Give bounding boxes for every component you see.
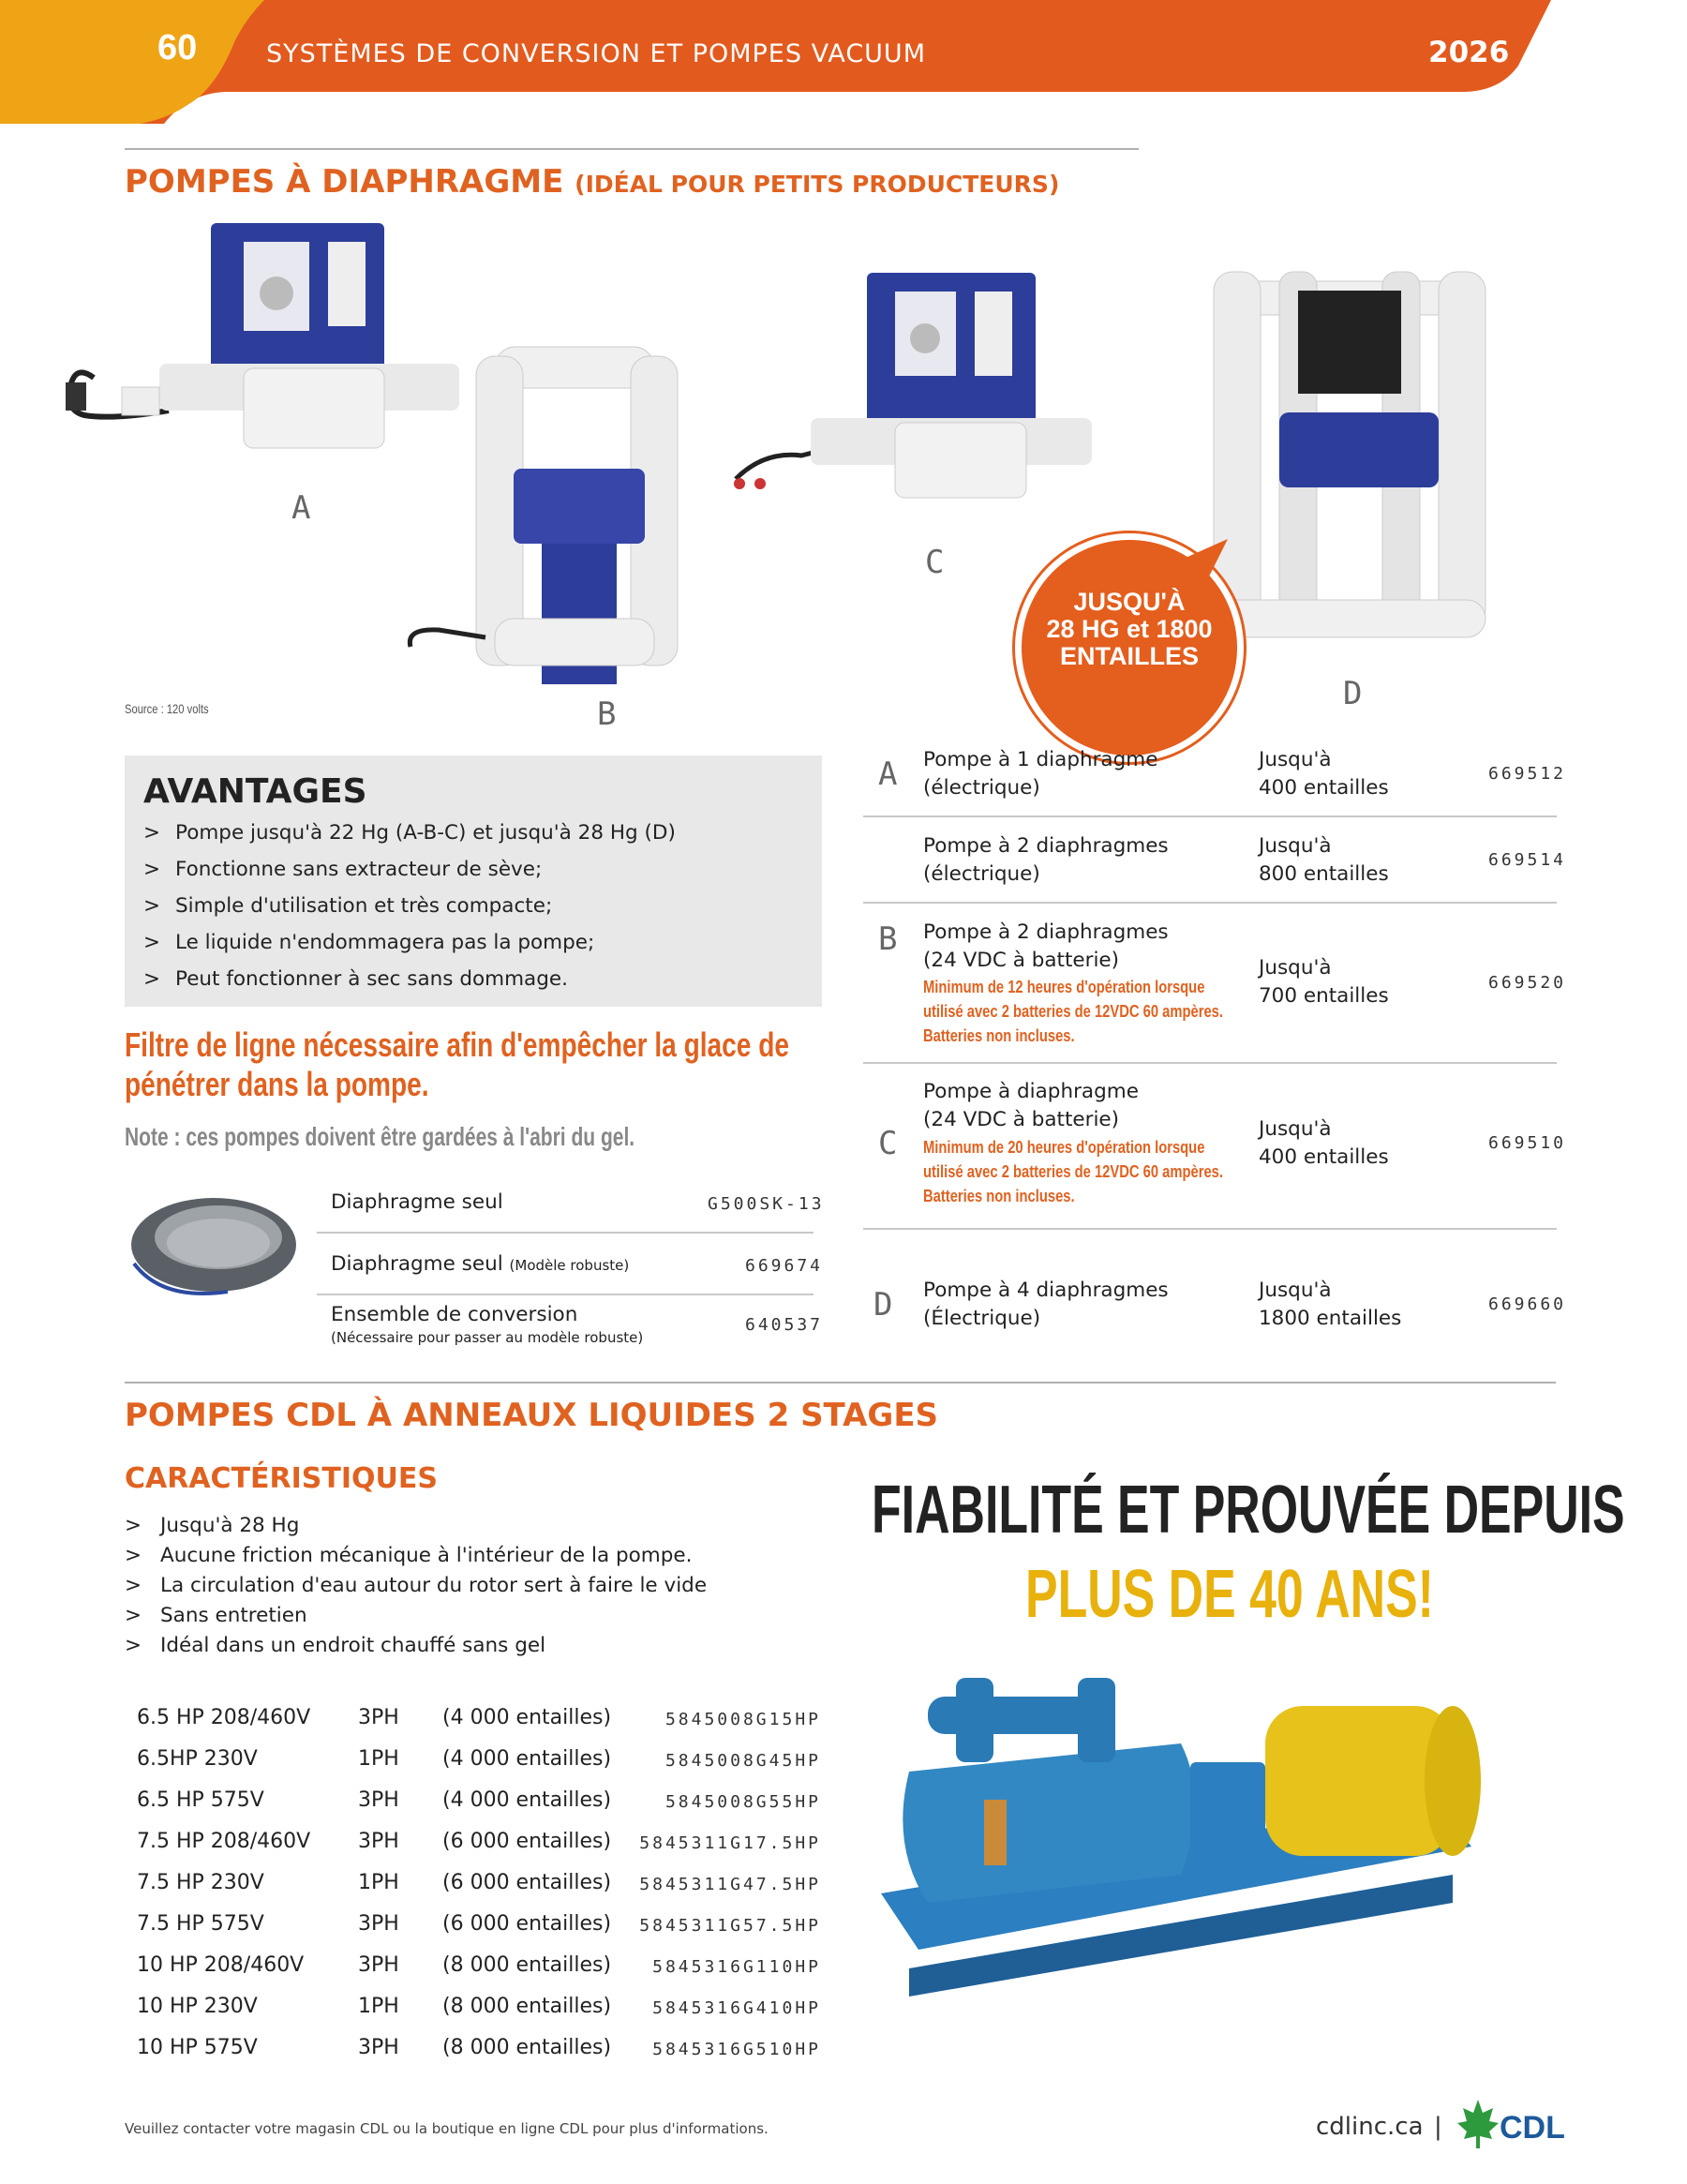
- part-name: Diaphragme seul (Modèle robuste): [331, 1252, 630, 1276]
- diaphragm-title: [125, 163, 1059, 201]
- feature-item: > Sans entretien: [125, 1604, 307, 1627]
- feature-item: > Jusqu'à 28 Hg: [125, 1514, 300, 1537]
- advantage-item: > Fonctionne sans extracteur de sève;: [143, 858, 543, 881]
- part-name: Diaphragme seul: [331, 1190, 503, 1214]
- table-row: 10 HP 208/460V 3PH (8 000 entailles) 5845316G110HP: [137, 1953, 821, 1977]
- table-row: 7.5 HP 230V 1PH (6 000 entailles) 5845311G47.5HP: [137, 1871, 821, 1894]
- table-row: 7.5 HP 575V 3PH (6 000 entailles) 5845311G57.5HP: [137, 1912, 821, 1936]
- diaphragm-title-main: POMPES À DIAPHRAGME: [125, 163, 564, 201]
- features-list: [125, 1511, 707, 1661]
- table-row: 10 HP 230V 1PH (8 000 entailles) 5845316G410HP: [137, 1995, 821, 2018]
- product-code: 669660: [1488, 1294, 1567, 1314]
- badge-tail: [1186, 539, 1232, 595]
- row-divider: [863, 902, 1557, 904]
- image-label-c: C: [925, 544, 945, 581]
- advantage-item: > Peut fonctionner à sec sans dommage.: [143, 967, 568, 991]
- filter-note-line-1: Filtre de ligne nécessaire afin d'empêcher la glace de: [125, 1025, 789, 1064]
- footer-contact: Veuillez contacter votre magasin CDL ou la boutique en ligne CDL pour plus d'informations.: [125, 2120, 769, 2137]
- product-capacity: Jusqu'à 700 entailles: [1259, 956, 1389, 1008]
- product-desc: Pompe à 2 diaphragmes (électrique): [923, 834, 1169, 886]
- part-name: Ensemble de conversion: [331, 1303, 578, 1326]
- advantage-item: > Simple d'utilisation et très compacte;: [143, 894, 553, 918]
- row-divider: [863, 1228, 1557, 1230]
- advantage-item: > Pompe jusqu'à 22 Hg (A-B-C) et jusqu'à 28 Hg (D): [143, 821, 676, 845]
- table-row: 6.5 HP 575V 3PH (4 000 entailles) 5845008G55HP: [137, 1788, 821, 1812]
- feature-item: > Idéal dans un endroit chauffé sans gel: [125, 1634, 546, 1657]
- product-desc: Pompe à 2 diaphragmes (24 VDC à batterie): [923, 920, 1169, 972]
- product-code: 669520: [1488, 973, 1567, 993]
- diaphragm-title-sub: (IDÉAL POUR PETITS PRODUCTEURS): [575, 171, 1060, 198]
- filter-note: [125, 1025, 789, 1104]
- image-label-a: A: [291, 489, 311, 527]
- product-code: 669514: [1488, 850, 1567, 870]
- pump-c-image: [726, 268, 1101, 521]
- product-capacity: Jusqu'à 800 entailles: [1259, 834, 1389, 886]
- product-note: Minimum de 20 heures d'opération lorsque utilisé avec 2 batteries de 12VDC 60 ampères. Batteries non incluses.: [923, 1138, 1223, 1205]
- product-letter: C: [878, 1125, 898, 1162]
- liquid-ring-title: POMPES CDL À ANNEAUX LIQUIDES 2 STAGES: [125, 1397, 939, 1434]
- section-divider: [125, 148, 1139, 150]
- filter-note-line-2: pénétrer dans la pompe.: [125, 1065, 429, 1103]
- liquid-ring-pump-image: [872, 1659, 1546, 2062]
- row-divider: [863, 1062, 1557, 1064]
- image-label-d: D: [1343, 675, 1363, 712]
- product-letter: B: [878, 920, 898, 958]
- specs-table: [137, 1706, 821, 2077]
- table-row: 10 HP 575V 3PH (8 000 entailles) 5845316G510HP: [137, 2036, 821, 2059]
- table-row: 6.5HP 230V 1PH (4 000 entailles) 5845008G45HP: [137, 1747, 821, 1771]
- header-title: SYSTÈMES DE CONVERSION ET POMPES VACUUM: [266, 39, 926, 68]
- part-code: 669674: [745, 1256, 824, 1276]
- diaphragm-part-image: [125, 1189, 303, 1310]
- product-code: 669512: [1488, 764, 1567, 784]
- product-capacity: Jusqu'à 1800 entailles: [1259, 1279, 1402, 1330]
- badge-text: [1015, 589, 1244, 670]
- header-year: 2026: [1428, 36, 1510, 69]
- row-divider: [317, 1232, 814, 1234]
- product-desc: Pompe à 1 diaphragme (électrique): [923, 748, 1158, 800]
- advantage-item: > Le liquide n'endommagera pas la pompe;: [143, 931, 595, 954]
- feature-item: > La circulation d'eau autour du rotor sert à faire le vide: [125, 1574, 708, 1597]
- product-letter: A: [878, 755, 898, 793]
- product-desc: Pompe à diaphragme (24 VDC à batterie): [923, 1080, 1139, 1131]
- feature-item: > Aucune friction mécanique à l'intérieur de la pompe.: [125, 1544, 693, 1567]
- badge-line-3: ENTAILLES: [1060, 642, 1199, 670]
- part-code: 640537: [745, 1315, 824, 1335]
- product-code: 669510: [1488, 1133, 1567, 1153]
- product-capacity: Jusqu'à 400 entailles: [1259, 748, 1389, 800]
- product-desc: Pompe à 4 diaphragmes (Électrique): [923, 1279, 1169, 1330]
- page-number: 60: [157, 28, 198, 67]
- product-note: Minimum de 12 heures d'opération lorsque utilisé avec 2 batteries de 12VDC 60 ampères. Batteries non incluses.: [923, 978, 1223, 1045]
- footer-separator: |: [1434, 2113, 1442, 2141]
- source-note: Source : 120 volts: [125, 701, 209, 716]
- cdl-logo-text: CDL: [1500, 2110, 1565, 2146]
- part-code: G500SK-13: [708, 1194, 825, 1214]
- features-title: CARACTÉRISTIQUES: [125, 1462, 438, 1495]
- product-letter: D: [873, 1286, 893, 1324]
- row-divider: [317, 1294, 814, 1295]
- table-row: 6.5 HP 208/460V 3PH (4 000 entailles) 5845008G15HP: [137, 1706, 821, 1729]
- row-divider: [863, 815, 1557, 817]
- product-capacity: Jusqu'à 400 entailles: [1259, 1117, 1389, 1169]
- section-divider: [125, 1382, 1556, 1384]
- slogan-line-1: FIABILITÉ ET PROUVÉE DEPUIS: [872, 1473, 1625, 1548]
- footer-website[interactable]: cdlinc.ca: [1316, 2113, 1424, 2141]
- pump-b-image: [401, 337, 757, 684]
- badge-line-2: 28 HG et 1800: [1046, 615, 1213, 643]
- advantages-title: AVANTAGES: [143, 772, 367, 811]
- table-row: 7.5 HP 208/460V 3PH (6 000 entailles) 5845311G17.5HP: [137, 1830, 821, 1853]
- maple-leaf-icon: [1456, 2098, 1500, 2150]
- image-label-b: B: [597, 696, 617, 733]
- badge-line-1: JUSQU'À: [1073, 588, 1186, 616]
- slogan-line-2: PLUS DE 40 ANS!: [1025, 1557, 1434, 1632]
- part-subtext: (Nécessaire pour passer au modèle robuste): [331, 1329, 644, 1346]
- gel-note: Note : ces pompes doivent être gardées à l'abri du gel.: [125, 1122, 635, 1151]
- advantages-box: [125, 755, 822, 1007]
